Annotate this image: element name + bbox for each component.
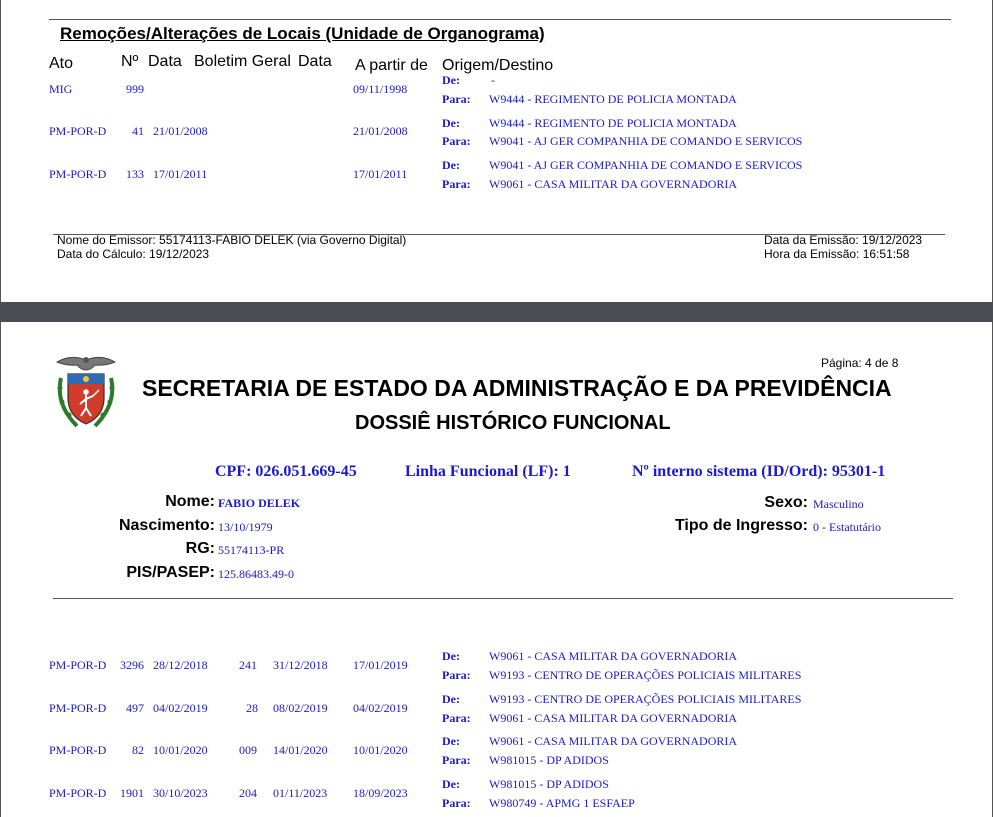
para-label: Para:	[442, 711, 471, 725]
tipo-ingresso-label: Tipo de Ingresso:	[674, 517, 808, 534]
para-value: W9193 - CENTRO DE OPERAÇÕES POLICIAIS MILITARES	[489, 668, 802, 682]
row-a-partir: 04/02/2019	[353, 701, 408, 715]
linha-funcional: Linha Funcional (LF): 1	[405, 463, 571, 480]
tipo-ingresso-value: 0 - Estatutário	[813, 520, 881, 534]
row-boletim-data: 31/12/2018	[273, 658, 328, 672]
section-title: Remoções/Alterações de Locais (Unidade de Organograma)	[60, 24, 545, 43]
row-boletim: 204	[239, 786, 257, 800]
document-page-3	[0, 0, 993, 302]
nascimento-label: Nascimento:	[118, 517, 215, 534]
de-value: W9444 - REGIMENTO DE POLICIA MONTADA	[489, 116, 737, 130]
row-boletim: 241	[239, 658, 257, 672]
nascimento-value: 13/10/1979	[218, 520, 273, 534]
row-boletim-data: 01/11/2023	[273, 786, 328, 800]
row-data: 04/02/2019	[153, 701, 208, 715]
page-number: Página: 4 de 8	[821, 356, 899, 370]
document-page-4	[0, 322, 993, 817]
row-a-partir: 09/11/1998	[353, 82, 408, 96]
de-value: W9061 - CASA MILITAR DA GOVERNADORIA	[489, 734, 738, 748]
para-value: W9061 - CASA MILITAR DA GOVERNADORIA	[489, 711, 738, 725]
pis-label: PIS/PASEP:	[126, 564, 215, 581]
row-boletim: 28	[246, 701, 258, 715]
page-subtitle: DOSSIÊ HISTÓRICO FUNCIONAL	[355, 412, 671, 434]
row-data: 21/01/2008	[153, 124, 208, 138]
header-origem-destino: Origem/Destino	[442, 57, 554, 74]
para-label: Para:	[442, 668, 471, 682]
header-data: Data	[148, 53, 182, 70]
rg-label: RG:	[185, 540, 215, 557]
row-a-partir: 18/09/2023	[353, 786, 408, 800]
row-ato: PM-POR-D	[49, 124, 107, 138]
row-a-partir: 17/01/2019	[353, 658, 408, 672]
para-label: Para:	[442, 92, 471, 106]
row-data: 28/12/2018	[153, 658, 208, 672]
de-label: De:	[442, 158, 460, 172]
header-ato: Ato	[49, 55, 74, 72]
row-a-partir: 17/01/2011	[353, 167, 408, 181]
row-ato: PM-POR-D	[49, 786, 107, 800]
footer-hora-emissao: Hora da Emissão: 16:51:58	[764, 247, 910, 261]
de-label: De:	[442, 73, 460, 87]
para-label: Para:	[442, 753, 471, 767]
row-boletim-data: 14/01/2020	[273, 743, 328, 757]
para-label: Para:	[442, 796, 471, 810]
row-ato: MIG	[49, 82, 73, 96]
divider	[49, 19, 951, 20]
de-label: De:	[442, 734, 460, 748]
de-value: W9041 - AJ GER COMPANHIA DE COMANDO E SERVICOS	[489, 158, 803, 172]
de-value: W9061 - CASA MILITAR DA GOVERNADORIA	[489, 649, 738, 663]
para-label: Para:	[442, 134, 471, 148]
row-ato: PM-POR-D	[49, 658, 107, 672]
numero-interno: Nº interno sistema (ID/Ord): 95301-1	[632, 463, 886, 480]
row-ato: PM-POR-D	[49, 167, 107, 181]
para-value: W981015 - DP ADIDOS	[489, 753, 609, 767]
nome-value: FABIO DELEK	[218, 496, 301, 510]
row-a-partir: 21/01/2008	[353, 124, 408, 138]
row-numero: 3296	[120, 658, 144, 672]
de-label: De:	[442, 692, 460, 706]
row-numero: 999	[126, 82, 144, 96]
header-a-partir-de: A partir de	[355, 57, 428, 74]
row-numero: 82	[132, 743, 144, 757]
header-numero: Nº	[121, 53, 139, 70]
row-numero: 133	[126, 167, 144, 181]
para-value: W9061 - CASA MILITAR DA GOVERNADORIA	[489, 177, 738, 191]
row-data: 17/01/2011	[153, 167, 208, 181]
footer-emissor: Nome do Emissor: 55174113-FABIO DELEK (via Governo Digital)	[57, 233, 407, 247]
row-ato: PM-POR-D	[49, 701, 107, 715]
para-value: W9444 - REGIMENTO DE POLICIA MONTADA	[489, 92, 737, 106]
de-label: De:	[442, 649, 460, 663]
para-value: W9041 - AJ GER COMPANHIA DE COMANDO E SERVICOS	[489, 134, 803, 148]
cpf: CPF: 026.051.669-45	[215, 463, 357, 480]
footer-data-calculo: Data do Cálculo: 19/12/2023	[57, 247, 210, 261]
de-label: De:	[442, 116, 460, 130]
de-value: -	[491, 73, 495, 87]
row-boletim-data: 08/02/2019	[273, 701, 328, 715]
page-title: SECRETARIA DE ESTADO DA ADMINISTRAÇÃO E DA PREVIDÊNCIA	[142, 375, 892, 401]
de-value: W981015 - DP ADIDOS	[489, 777, 609, 791]
de-label: De:	[442, 777, 460, 791]
header-boletim-data: Data	[298, 53, 332, 70]
sexo-value: Masculino	[813, 497, 864, 511]
divider	[53, 598, 953, 599]
pis-value: 125.86483.49-0	[218, 567, 294, 581]
sexo-label: Sexo:	[764, 494, 808, 511]
page-separator	[0, 302, 993, 322]
row-data: 10/01/2020	[153, 743, 208, 757]
de-value: W9193 - CENTRO DE OPERAÇÕES POLICIAIS MILITARES	[489, 692, 802, 706]
row-numero: 497	[126, 701, 144, 715]
row-numero: 1901	[120, 786, 144, 800]
row-boletim: 009	[239, 743, 257, 757]
rg-value: 55174113-PR	[218, 543, 285, 557]
row-a-partir: 10/01/2020	[353, 743, 408, 757]
nome-label: Nome:	[165, 493, 215, 510]
para-label: Para:	[442, 177, 471, 191]
footer-data-emissao: Data da Emissão: 19/12/2023	[764, 233, 923, 247]
parana-coat-of-arms-icon	[51, 352, 121, 434]
para-value: W980749 - APMG 1 ESFAEP	[489, 796, 635, 810]
row-numero: 41	[132, 124, 144, 138]
row-data: 30/10/2023	[153, 786, 208, 800]
row-ato: PM-POR-D	[49, 743, 107, 757]
header-boletim-geral: Boletim Geral	[194, 53, 291, 70]
